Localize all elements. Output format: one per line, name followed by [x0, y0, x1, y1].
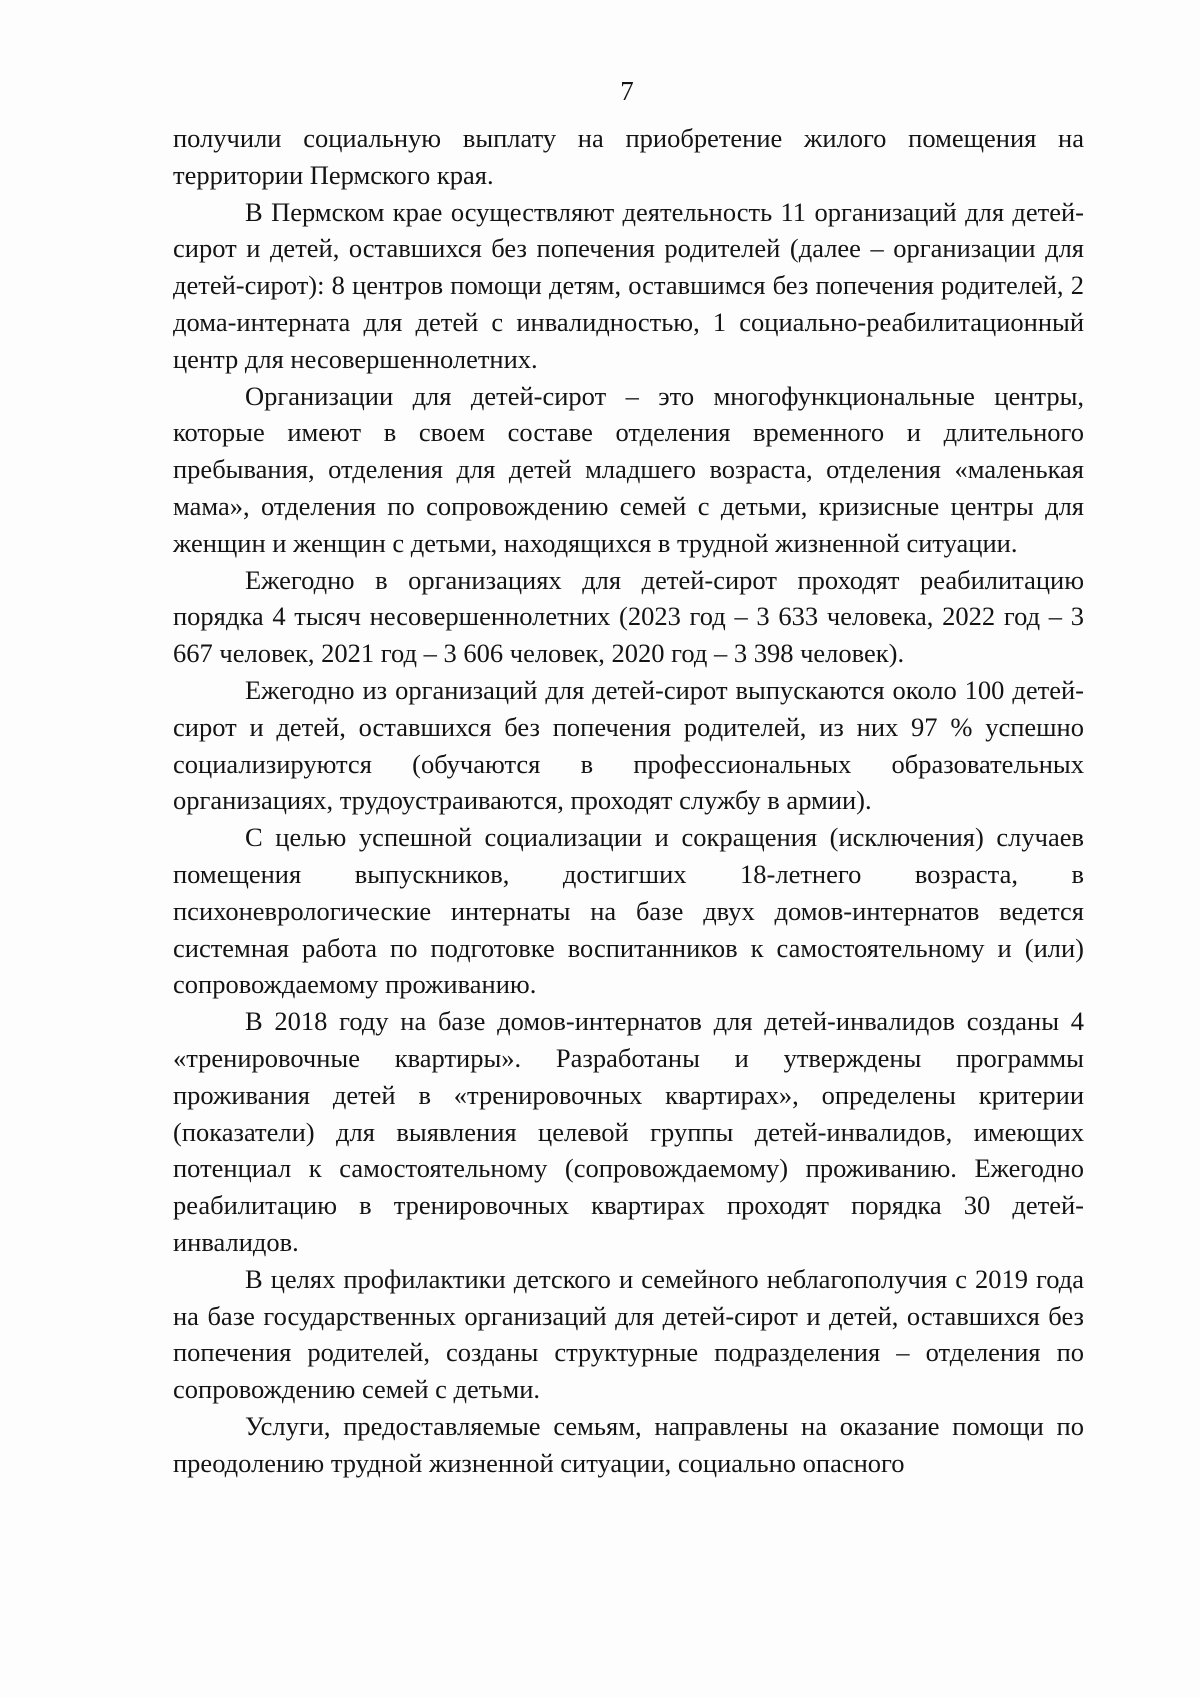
- paragraph-training-apartments: В 2018 году на базе домов-интернатов для детей-инвалидов созданы 4 «тренировочные квартиры». Разработаны и утверждены программы проживания детей в «тренировочных квартирах», определены критерии (показатели) для выявления целевой группы детей-инвалидов, имеющих потенциал к самостоятельному (сопровождаемому) проживанию. Ежегодно реабилитацию в тренировочных квартирах проходят порядка 30 детей-инвалидов.: [173, 1006, 1084, 1257]
- paragraph-socialization: С целью успешной социализации и сокращения (исключения) случаев помещения выпускников, достигших 18-летнего возраста, в психоневрологические интернаты на базе двух домов-интернатов ведется системная работа по подготовке воспитанников к самостоятельному и (или) сопровождаемому проживанию.: [173, 822, 1084, 1000]
- page-number: 7: [620, 76, 634, 106]
- paragraph-graduates: Ежегодно из организаций для детей-сирот выпускаются около 100 детей-сирот и детей, оставшихся без попечения родителей, из них 97 % успешно социализируются (обучаются в профессиональных образовательных организациях, трудоустраиваются, проходят службу в армии).: [173, 674, 1084, 816]
- paragraph-multifunctional-centers: Организации для детей-сирот – это многофункциональные центры, которые имеют в своем составе отделения временного и длительного пребывания, отделения для детей младшего возраста, отделения «маленькая мама», отделения по сопровождению семей с детьми, кризисные центры для женщин и женщин с детьми, находящихся в трудной жизненной ситуации.: [173, 380, 1084, 558]
- paragraph-rehabilitation-stats: Ежегодно в организациях для детей-сирот проходят реабилитацию порядка 4 тысяч несовершеннолетних (2023 год – 3 633 человека, 2022 год – 3 667 человек, 2021 год – 3 606 человек, 2020 год – 3 398 человек).: [173, 564, 1084, 669]
- paragraph-organizations-count: В Пермском крае осуществляют деятельность 11 организаций для детей-сирот и детей, оставшихся без попечения родителей (далее – организации для детей-сирот): 8 центров помощи детям, оставшимся без попечения родителей, 2 дома-интерната для детей с инвалидностью, 1 социально-реабилитационный центр для несовершеннолетних.: [173, 196, 1084, 374]
- body-text: [173, 120, 1084, 1481]
- paragraph-family-services: Услуги, предоставляемые семьям, направлены на оказание помощи по преодолению трудной жизненной ситуации, социально опасного: [173, 1410, 1084, 1478]
- paragraph-family-support: В целях профилактики детского и семейного неблагополучия с 2019 года на базе государственных организаций для детей-сирот и детей, оставшихся без попечения родителей, созданы структурные подразделения – отделения по сопровождению семей с детьми.: [173, 1263, 1084, 1405]
- paragraph-continuation: получили социальную выплату на приобретение жилого помещения на территории Пермского края.: [173, 123, 1084, 190]
